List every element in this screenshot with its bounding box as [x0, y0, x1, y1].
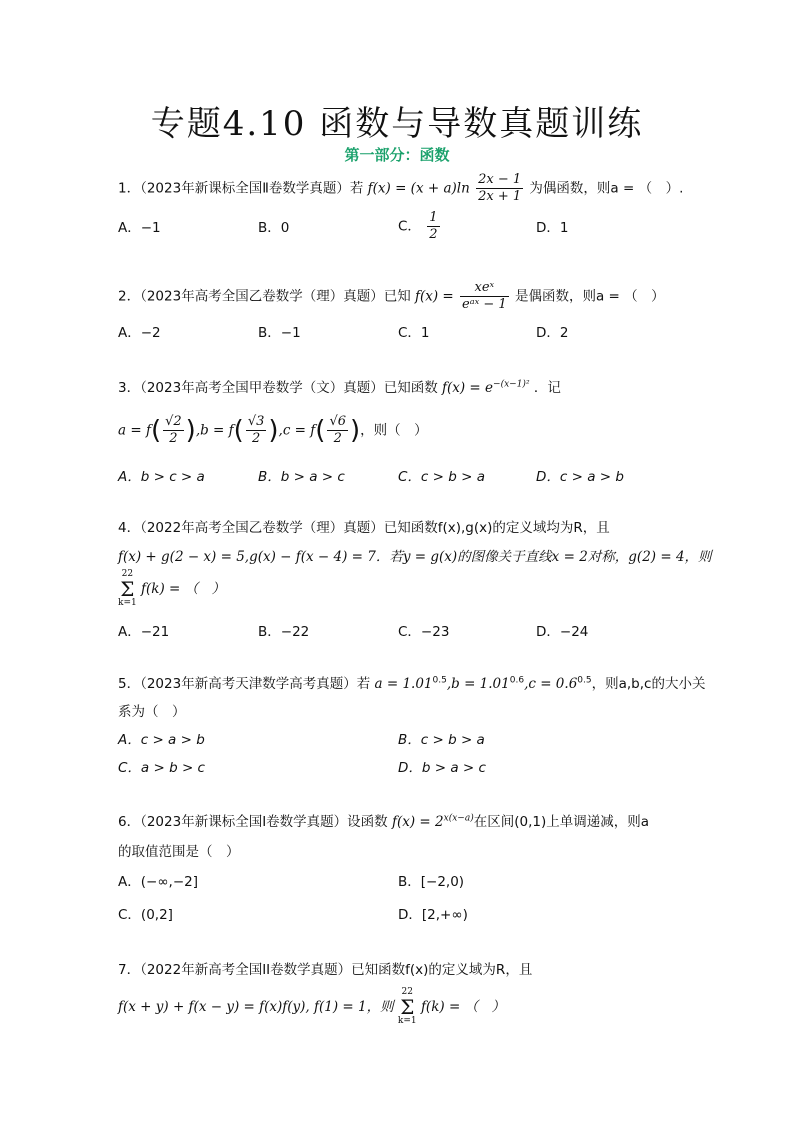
- q3-option-c: C．c > b > a: [398, 469, 485, 485]
- q1-option-a: A．−1: [118, 220, 161, 236]
- q5-option-b: B．c > b > a: [398, 732, 485, 748]
- question-2-stem: [118, 280, 665, 313]
- fraction-numerator: xeˣ: [460, 280, 509, 297]
- question-3-source: 3．（2023年高考全国甲卷数学（文）真题）已知函数: [118, 380, 438, 396]
- q6-option-c: C．(0,2]: [118, 907, 173, 923]
- question-2-fraction: [460, 280, 509, 313]
- exponent: 0.6: [509, 675, 525, 686]
- q1-option-d: D．1: [536, 220, 569, 236]
- question-7-line-2: [118, 988, 505, 1026]
- q1-option-b: B．0: [258, 220, 290, 236]
- q2-option-c: C．1: [398, 325, 430, 341]
- exponent: 0.5: [577, 675, 592, 686]
- exponent: x(x−a): [443, 813, 474, 824]
- option-c-label: C．: [398, 218, 421, 235]
- q2-option-d: D．2: [536, 325, 569, 341]
- q4-option-d: D．−24: [536, 624, 589, 640]
- section-heading: 第一部分：函数: [344, 146, 450, 164]
- q5-option-a: A．c > a > b: [118, 732, 205, 748]
- question-7-line-1: 7．（2022年新高考全国II卷数学真题）已知函数f(x)的定义域为R，且: [118, 962, 533, 978]
- question-7-ask: f(k) = （ ）: [420, 999, 506, 1015]
- question-6-function: f(x) = 2: [391, 814, 444, 830]
- question-1-ask: 为偶函数，则a = （ ）.: [529, 180, 684, 197]
- definition-c: ,c = 0.6: [524, 676, 578, 692]
- q5-option-c: C．a > b > c: [118, 760, 205, 776]
- question-5-line-2: 系为（ ）: [118, 704, 186, 720]
- q1-option-c: [398, 210, 442, 243]
- q4-option-b: B．−22: [258, 624, 310, 640]
- sum-upper: 22: [121, 569, 134, 579]
- fraction-numerator: √2: [165, 414, 182, 429]
- question-4-ask: f(k) = （ ）: [141, 581, 226, 597]
- definition-a: a = 1.01: [374, 676, 433, 692]
- question-2-ask: 是偶函数，则a = （ ）: [514, 288, 665, 305]
- fraction-numerator: 1: [429, 210, 438, 225]
- definition-a: a = f: [118, 422, 151, 439]
- question-5-source: 5．（2023年新高考天津数学高考真题）若: [118, 676, 371, 692]
- summation-sign: 22 Σ k=1: [118, 569, 137, 608]
- fraction-denominator: 2: [169, 431, 178, 446]
- fraction-denominator: 2: [333, 431, 342, 446]
- question-1-stem: [118, 172, 683, 205]
- question-3-function: f(x) = e: [442, 380, 494, 396]
- q2-option-b: B．−1: [258, 325, 301, 341]
- question-6-line-2: 的取值范围是（ ）: [118, 844, 240, 860]
- fraction-numerator: √3: [247, 414, 265, 429]
- fraction-numerator: √6: [329, 414, 346, 429]
- q6-option-b: B．[−2,0): [398, 874, 465, 890]
- question-7-condition: f(x + y) + f(x − y) = f(x)f(y), f(1) = 1，则: [118, 999, 394, 1015]
- question-1-source: 1．（2023年新课标全国Ⅱ卷数学真题）若: [118, 180, 364, 197]
- definition-b: ,b = f: [195, 422, 234, 439]
- fraction-denominator: 2: [251, 431, 261, 446]
- question-1-fraction: [476, 172, 523, 205]
- exponent: 0.5: [432, 675, 447, 686]
- question-2-function: f(x) =: [415, 288, 454, 305]
- sum-lower: k=1: [397, 1016, 417, 1026]
- q3-option-b: B．b > a > c: [258, 469, 345, 485]
- question-1-function: f(x) = (x + a)ln: [367, 180, 470, 197]
- question-3-stem: [118, 376, 561, 396]
- question-3-ask: ，则（ ）: [360, 422, 428, 439]
- option-c-fraction: [427, 210, 439, 243]
- question-4-line-1: 4．（2022年高考全国乙卷数学（理）真题）已知函数f(x),g(x)的定义域均为R，且: [118, 520, 610, 536]
- exponent: −(x−1)²: [493, 379, 530, 390]
- fraction-denominator: 2x + 1: [478, 189, 522, 204]
- question-2-source: 2．（2023年高考全国乙卷数学（理）真题）已知: [118, 288, 411, 305]
- question-6-line-1: [118, 810, 649, 830]
- q6-option-d: D．[2,+∞): [398, 907, 468, 923]
- summation-sign: 22 Σ k=1: [397, 987, 417, 1026]
- sum-lower: k=1: [118, 598, 137, 608]
- q4-option-c: C．−23: [398, 624, 450, 640]
- fraction-denominator: eᵃˣ − 1: [462, 297, 507, 312]
- q3-option-d: D．c > a > b: [536, 469, 624, 485]
- fraction-denominator: 2: [429, 227, 438, 242]
- question-5-line-1: [118, 672, 705, 692]
- question-4-line-3: [118, 570, 225, 608]
- question-4-line-2: f(x) + g(2 − x) = 5,g(x) − f(x − 4) = 7．若y = g(x)的图像关于直线x = 2对称，g(2) = 4，则: [118, 549, 712, 565]
- definition-c: ,c = f: [278, 422, 316, 439]
- question-3-tail: ．记: [533, 380, 561, 396]
- q6-option-a: A．(−∞,−2]: [118, 874, 199, 890]
- definition-b: ,b = 1.01: [446, 676, 510, 692]
- page-title: 专题4.10 函数与导数真题训练: [150, 104, 644, 144]
- question-3-definitions: a = f( $\frac{√2}{2}$ ),b = f( $\frac{√3}{2}$ ),c = f( $\frac{√6}{2}$ )，则（ ）: [118, 414, 428, 446]
- q2-option-a: A．−2: [118, 325, 161, 341]
- fraction-numerator: 2x − 1: [478, 172, 522, 187]
- q4-option-a: A．−21: [118, 624, 170, 640]
- question-6-source: 6．（2023年新课标全国Ⅰ卷数学真题）设函数: [118, 814, 388, 830]
- q5-option-d: D．b > a > c: [398, 760, 486, 776]
- sum-upper: 22: [401, 987, 413, 997]
- q3-option-a: A．b > c > a: [118, 469, 205, 485]
- question-6-tail: 在区间(0,1)上单调递减，则a: [473, 814, 649, 830]
- question-5-tail: ，则a,b,c的大小关: [591, 676, 706, 692]
